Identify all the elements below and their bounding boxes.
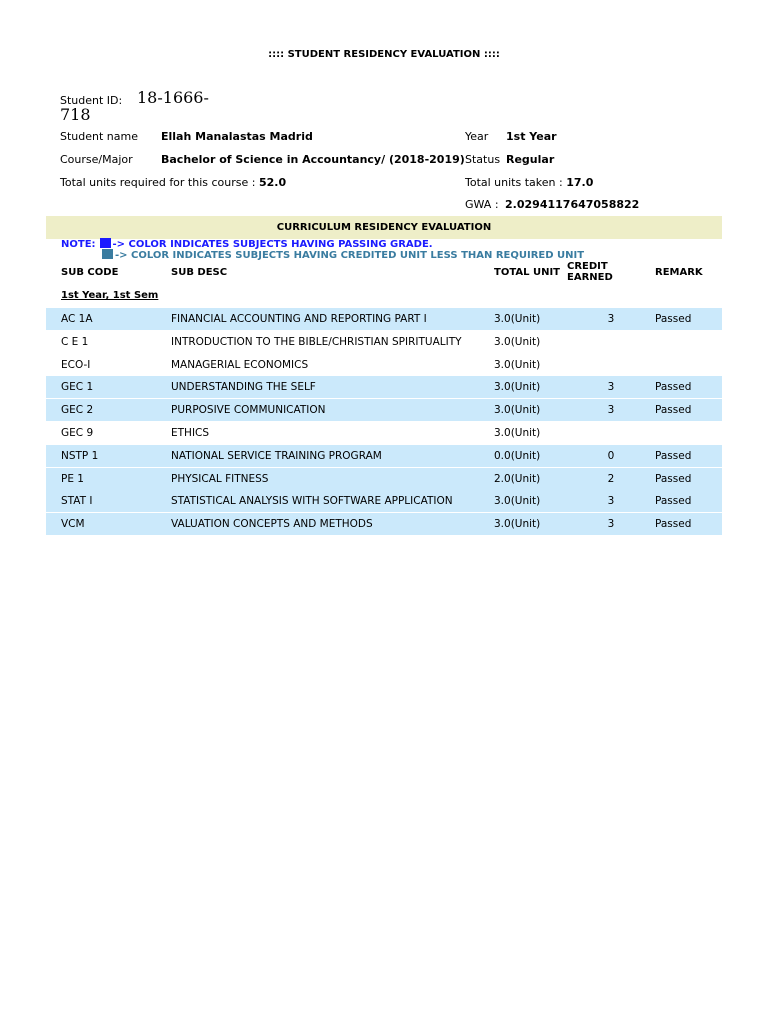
subject-unit: 3.0(Unit): [494, 404, 541, 417]
subject-unit: 3.0(Unit): [494, 518, 541, 531]
subject-unit: 3.0(Unit): [494, 313, 541, 325]
student-id-label: Student ID:: [60, 94, 123, 107]
student-id-value: 18-1666-718: [60, 88, 209, 124]
subject-code: NSTP 1: [61, 449, 99, 462]
subject-unit: 3.0(Unit): [494, 358, 541, 371]
units-required-row: [60, 176, 286, 189]
subject-remark: Passed: [655, 518, 692, 531]
table-row: [46, 376, 722, 398]
year-value: 1st Year: [506, 130, 557, 143]
subject-credit: 3: [607, 404, 615, 417]
subject-code: VCM: [61, 518, 85, 531]
subject-remark: Passed: [655, 495, 692, 508]
subject-code: STAT I: [61, 495, 93, 508]
subject-desc: VALUATION CONCEPTS AND METHODS: [171, 518, 373, 531]
units-taken-label: Total units taken :: [465, 176, 563, 189]
subject-desc: ETHICS: [171, 427, 210, 439]
gwa-row: [465, 198, 639, 211]
units-taken-row: [465, 176, 593, 189]
section-header-bar: [46, 216, 722, 239]
subject-credit: 3: [607, 518, 615, 531]
subject-credit: 3: [607, 313, 615, 325]
subject-remark: Passed: [655, 313, 692, 325]
subject-unit: 3.0(Unit): [494, 335, 541, 348]
table-row: [46, 445, 722, 467]
credit-color-swatch: [102, 249, 113, 259]
table-row: [46, 490, 722, 512]
page-title: :::: STUDENT RESIDENCY EVALUATION ::::: [268, 49, 500, 60]
table-row: [46, 513, 722, 535]
subject-code: AC 1A: [61, 313, 93, 325]
subject-code: GEC 9: [61, 427, 94, 439]
table-row: [46, 468, 722, 490]
subject-unit: 3.0(Unit): [494, 381, 541, 394]
table-row: [46, 422, 722, 444]
subject-remark: Passed: [655, 449, 692, 462]
course-value: Bachelor of Science in Accountancy/ (2018-2019): [161, 153, 465, 166]
table-row: [46, 308, 722, 330]
note-prefix: NOTE:: [61, 239, 96, 250]
col-header-code: SUB CODE: [61, 267, 119, 278]
subject-unit: 2.0(Unit): [494, 472, 541, 485]
section-title: CURRICULUM RESIDENCY EVALUATION: [276, 222, 492, 233]
subject-credit: 3: [607, 381, 615, 394]
units-required-label: Total units required for this course :: [60, 176, 256, 189]
subject-desc: PHYSICAL FITNESS: [171, 472, 269, 485]
table-row: [46, 331, 722, 353]
units-taken-value: 17.0: [566, 176, 594, 189]
year-label: Year: [465, 130, 489, 143]
subject-remark: Passed: [655, 404, 692, 417]
table-row: [46, 399, 722, 421]
subject-desc: MANAGERIAL ECONOMICS: [171, 358, 309, 371]
subject-credit: 2: [607, 472, 615, 485]
subject-remark: Passed: [655, 381, 692, 394]
course-label: Course/Major: [60, 153, 133, 166]
col-header-credit: CREDIT EARNED: [567, 261, 613, 283]
note-pass-text: -> COLOR INDICATES SUBJECTS HAVING PASSING GRADE.: [112, 239, 433, 250]
student-name-value: Ellah Manalastas Madrid: [161, 130, 313, 143]
subject-desc: NATIONAL SERVICE TRAINING PROGRAM: [171, 449, 382, 462]
status-value: Regular: [506, 153, 555, 166]
student-name-label: Student name: [60, 130, 138, 143]
table-row: [46, 354, 722, 376]
subject-code: C E 1: [61, 335, 89, 348]
status-label: Status: [465, 153, 501, 166]
subject-desc: STATISTICAL ANALYSIS WITH SOFTWARE APPLICATION: [171, 495, 453, 508]
col-header-remark: REMARK: [655, 267, 703, 278]
subject-code: GEC 1: [61, 381, 94, 394]
subject-code: GEC 2: [61, 404, 94, 417]
subject-credit: 0: [607, 449, 615, 462]
pass-color-swatch: [100, 238, 111, 248]
subject-remark: Passed: [655, 472, 692, 485]
gwa-label: GWA :: [465, 198, 499, 211]
semester-title: 1st Year, 1st Sem: [61, 290, 159, 301]
note-credit-legend: [102, 249, 584, 261]
units-required-value: 52.0: [258, 176, 287, 189]
subject-unit: 3.0(Unit): [494, 495, 541, 508]
subject-unit: 0.0(Unit): [494, 449, 541, 462]
subject-code: PE 1: [61, 472, 84, 485]
subject-desc: INTRODUCTION TO THE BIBLE/CHRISTIAN SPIRITUALITY: [171, 335, 462, 348]
gwa-value: 2.0294117647058822: [505, 198, 640, 211]
subject-credit: 3: [607, 495, 615, 508]
col-header-unit: TOTAL UNIT: [494, 267, 560, 278]
subject-desc: FINANCIAL ACCOUNTING AND REPORTING PART I: [171, 313, 427, 325]
subject-desc: UNDERSTANDING THE SELF: [171, 381, 316, 394]
subject-unit: 3.0(Unit): [494, 427, 541, 439]
note-credit-text: -> COLOR INDICATES SUBJECTS HAVING CREDITED UNIT LESS THAN REQUIRED UNIT: [115, 250, 585, 261]
subject-code: ECO-I: [61, 358, 91, 371]
subject-desc: PURPOSIVE COMMUNICATION: [171, 404, 326, 417]
col-header-desc: SUB DESC: [171, 267, 228, 278]
